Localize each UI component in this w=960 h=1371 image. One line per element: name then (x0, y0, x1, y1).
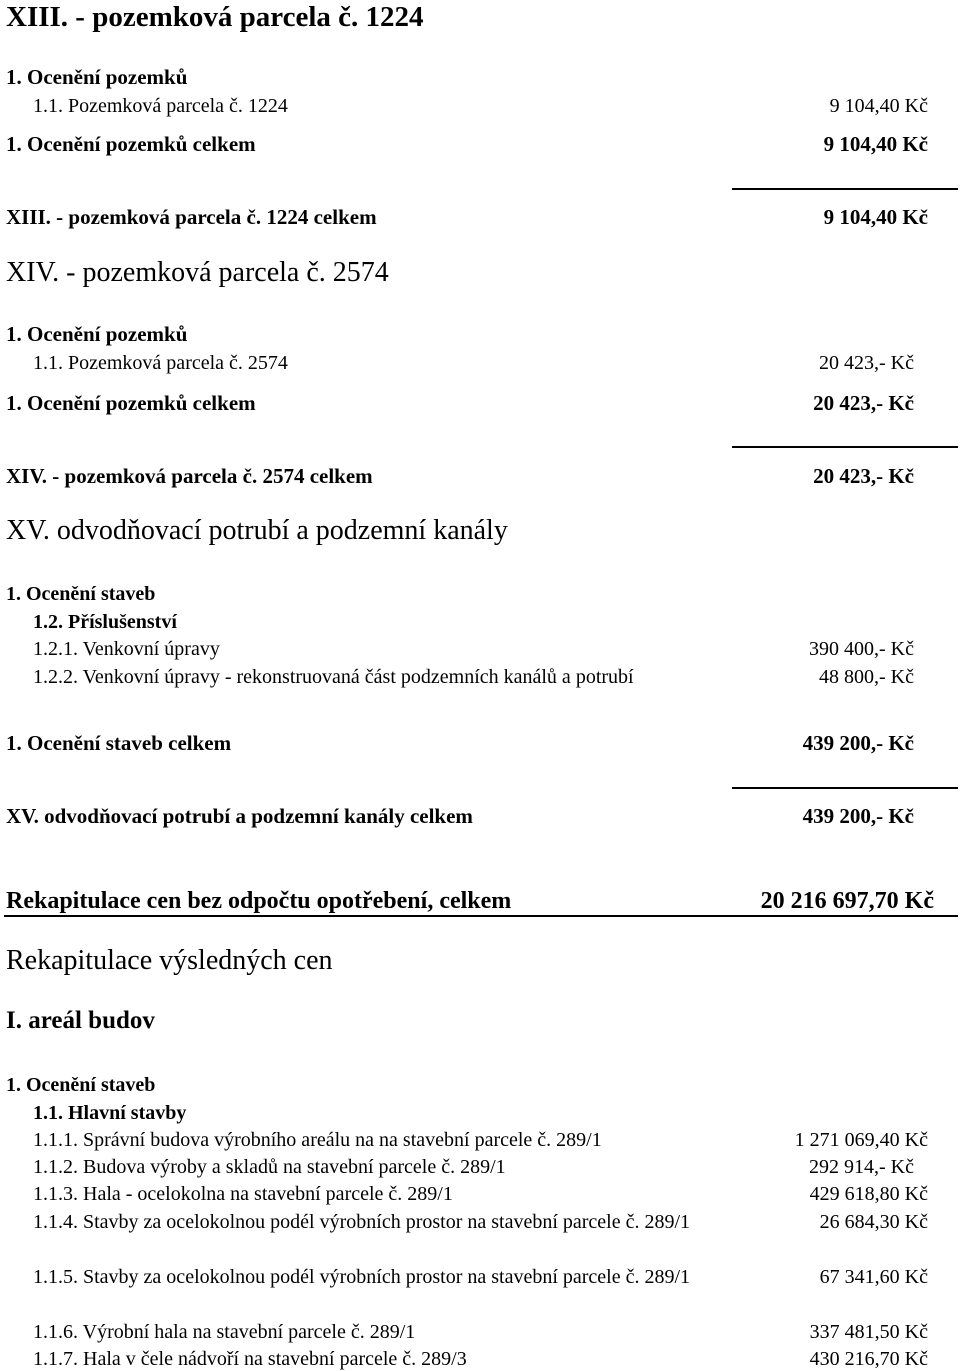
item-label: 1.1. Pozemková parcela č. 2574 (33, 352, 288, 374)
subtotal-value: 20 423,- Kč (813, 391, 914, 415)
subtotal-label: 1. Ocenění pozemků celkem (6, 132, 256, 156)
item-value: 9 104,40 Kč (829, 95, 928, 117)
list-item-label: 1.1.4. Stavby za ocelokolnou podél výrobních prostor na stavební parcele č. 289/1 (33, 1211, 691, 1233)
subtotal-label: 1. Ocenění staveb celkem (6, 731, 232, 755)
total-rule (732, 446, 958, 448)
section-total-value: 9 104,40 Kč (823, 205, 928, 229)
subgroup-heading: 1.2. Příslušenství (33, 611, 177, 633)
item-label: 1.2.1. Venkovní úpravy (33, 638, 220, 660)
item-value: 48 800,- Kč (819, 666, 914, 688)
section-total-value: 439 200,- Kč (802, 804, 914, 828)
results-heading: Rekapitulace výsledných cen (6, 945, 333, 976)
section-total-label: XIII. - pozemková parcela č. 1224 celkem (6, 205, 377, 229)
list-item-label: 1.1.7. Hala v čele nádvoří na stavební parcele č. 289/3 (33, 1348, 467, 1370)
area-heading: I. areál budov (6, 1007, 155, 1034)
list-item-label: 1.1.2. Budova výroby a skladů na stavební parcele č. 289/1 (33, 1156, 506, 1178)
total-rule (732, 188, 958, 190)
list-item-label: 1.1.5. Stavby za ocelokolnou podél výrobních prostor na stavební parcele č. 289/1 (33, 1266, 691, 1288)
list-item-value: 429 618,80 Kč (809, 1183, 928, 1205)
subgroup-heading: 1.1. Hlavní stavby (33, 1102, 187, 1124)
total-rule (732, 787, 958, 789)
section-total-label: XV. odvodňovací potrubí a podzemní kanály celkem (6, 804, 473, 828)
item-value: 390 400,- Kč (809, 638, 914, 660)
section-total-label: XIV. - pozemková parcela č. 2574 celkem (6, 464, 373, 488)
subtotal-value: 439 200,- Kč (802, 731, 914, 755)
list-item-value: 67 341,60 Kč (819, 1266, 928, 1288)
item-label: 1.1. Pozemková parcela č. 1224 (33, 95, 288, 117)
subtotal-value: 9 104,40 Kč (823, 132, 928, 156)
recap-label: Rekapitulace cen bez odpočtu opotřebení, celkem (6, 888, 512, 914)
item-value: 20 423,- Kč (819, 352, 914, 374)
list-item-value: 430 216,70 Kč (809, 1348, 928, 1370)
subtotal-label: 1. Ocenění pozemků celkem (6, 391, 256, 415)
list-item-value: 292 914,- Kč (809, 1156, 914, 1178)
list-item-value: 337 481,50 Kč (809, 1321, 928, 1343)
list-item-label: 1.1.1. Správní budova výrobního areálu na na stavební parcele č. 289/1 (33, 1129, 602, 1151)
recap-value: 20 216 697,70 Kč (760, 888, 934, 914)
section-heading-xiv: XIV. - pozemková parcela č. 2574 (6, 257, 389, 288)
list-item-value: 26 684,30 Kč (819, 1211, 928, 1233)
section-heading-xiii: XIII. - pozemková parcela č. 1224 (6, 1, 424, 33)
group-heading: 1. Ocenění pozemků (6, 65, 188, 89)
section-total-value: 20 423,- Kč (813, 464, 914, 488)
list-item-value: 1 271 069,40 Kč (794, 1129, 928, 1151)
list-item-label: 1.1.6. Výrobní hala na stavební parcele č. 289/1 (33, 1321, 416, 1343)
group-heading: 1. Ocenění staveb (6, 583, 156, 605)
section-heading-xv: XV. odvodňovací potrubí a podzemní kanály (6, 515, 508, 546)
recap-rule (4, 915, 958, 917)
group-heading: 1. Ocenění staveb (6, 1074, 156, 1096)
list-item-label: 1.1.3. Hala - ocelokolna na stavební parcele č. 289/1 (33, 1183, 453, 1205)
item-label: 1.2.2. Venkovní úpravy - rekonstruovaná část podzemních kanálů a potrubí (33, 666, 634, 688)
group-heading: 1. Ocenění pozemků (6, 322, 188, 346)
